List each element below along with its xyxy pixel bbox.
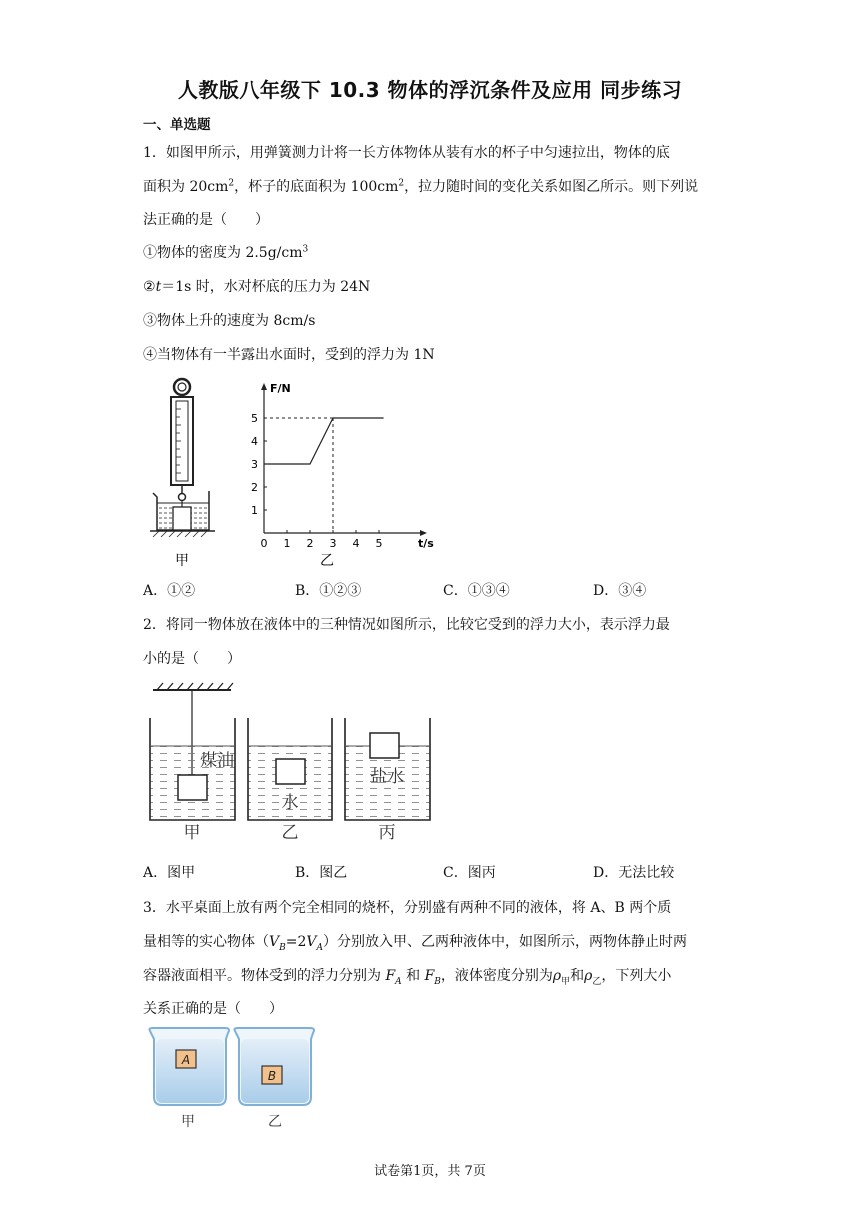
q3-line-4: 关系正确的是（ ） — [143, 1001, 283, 1017]
force-time-chart — [240, 380, 440, 570]
page-footer: 试卷第1页，共 7页 — [374, 1164, 486, 1179]
three-containers-figure — [145, 680, 440, 845]
spring-scale-figure — [145, 375, 220, 570]
q3-line-2: 量相等的实心物体$(V_B=2V_A)$分别放入甲、乙两种液体中，如图所示，两物体静止时两 — [143, 934, 688, 953]
q1-line-3: 法正确的是（ ） — [143, 212, 269, 228]
q1-statement-3: ③物体上升的速度为 8cm/s — [143, 313, 316, 329]
y-axis-arrow — [261, 383, 267, 390]
y-tick-label: 5 — [251, 412, 258, 425]
object-b-label: B — [267, 1069, 277, 1083]
object-a-label: A — [181, 1053, 191, 1067]
x-tick-label: 0 — [260, 537, 268, 550]
q1-statement-2: ②t＝1s 时，水对杯底的压力为 24N — [143, 279, 371, 295]
y-tick-label: 2 — [251, 481, 258, 494]
x-tick-label: 1 — [283, 537, 291, 550]
q1-statement-4: ④当物体有一半露出水面时，受到的浮力为 1N — [143, 347, 435, 363]
section-heading: 一、单选题 — [143, 117, 211, 133]
x-axis-arrow — [420, 530, 427, 536]
q2-option-c[interactable]: C．图丙 — [443, 865, 496, 881]
q2-option-a[interactable]: A．图甲 — [143, 865, 196, 881]
force-series-line — [264, 418, 384, 464]
q2-line-1: 2．将同一物体放在液体中的三种情况如图所示，比较它受到的浮力大小，表示浮力最 — [143, 617, 670, 633]
q1-option-c[interactable]: C．①③④ — [443, 583, 510, 599]
container-label-2: 乙 — [281, 823, 299, 843]
container-label-3: 丙 — [378, 823, 396, 843]
q1-option-d[interactable]: D．③④ — [593, 583, 647, 599]
x-axis-label: t/s — [418, 537, 434, 550]
fig1-label-a: 甲 — [175, 553, 189, 569]
beaker-label-2: 乙 — [268, 1114, 282, 1130]
x-tick-label: 3 — [329, 537, 337, 550]
q1-statement-1: ①物体的密度为 $2.5g/cm^3$ — [143, 244, 309, 261]
q2-line-2: 小的是（ ） — [143, 651, 241, 667]
x-tick-label: 5 — [375, 537, 383, 550]
container-label-1: 甲 — [183, 823, 201, 843]
y-tick-label: 3 — [251, 458, 258, 471]
q1-option-b[interactable]: B．①②③ — [295, 583, 362, 599]
q3-line-1: 3．水平桌面上放有两个完全相同的烧杯，分别盛有两种不同的液体，将 A、B 两个质 — [143, 900, 672, 916]
page-title: 人教版八年级下 10.3 物体的浮沉条件及应用 同步练习 — [177, 78, 683, 102]
beaker-label-1: 甲 — [181, 1114, 195, 1130]
liquid-label-water: 水 — [281, 793, 299, 813]
q2-option-d[interactable]: D．无法比较 — [593, 865, 675, 881]
liquid-label-brine: 盐水 — [370, 767, 404, 787]
y-axis-label: F/N — [270, 382, 291, 395]
q3-line-3: 容器液面相平。物体受到的浮力分别为 $F_A$ 和 $F_B$，液体密度分别为$\rho_甲$和$\rho_乙$，下列大小 — [143, 968, 672, 987]
two-beakers-figure — [145, 1025, 315, 1135]
fig1-label-b: 乙 — [320, 553, 334, 569]
q1-option-a[interactable]: A．①② — [143, 583, 196, 599]
y-tick-label: 1 — [251, 504, 258, 517]
q1-line-1: 1．如图甲所示，用弹簧测力计将一长方体物体从装有水的杯子中匀速拉出，物体的底 — [143, 145, 670, 161]
y-tick-label: 4 — [251, 435, 258, 448]
q2-option-b[interactable]: B．图乙 — [295, 865, 348, 881]
x-tick-label: 4 — [352, 537, 360, 550]
liquid-label-kerosene: 煤油 — [200, 751, 234, 771]
q1-line-2: 面积为 $20cm^2$，杯子的底面积为 $100cm^2$，拉力随时间的变化关系如图乙所示。则下列说 — [143, 178, 699, 195]
x-tick-label: 2 — [306, 537, 314, 550]
